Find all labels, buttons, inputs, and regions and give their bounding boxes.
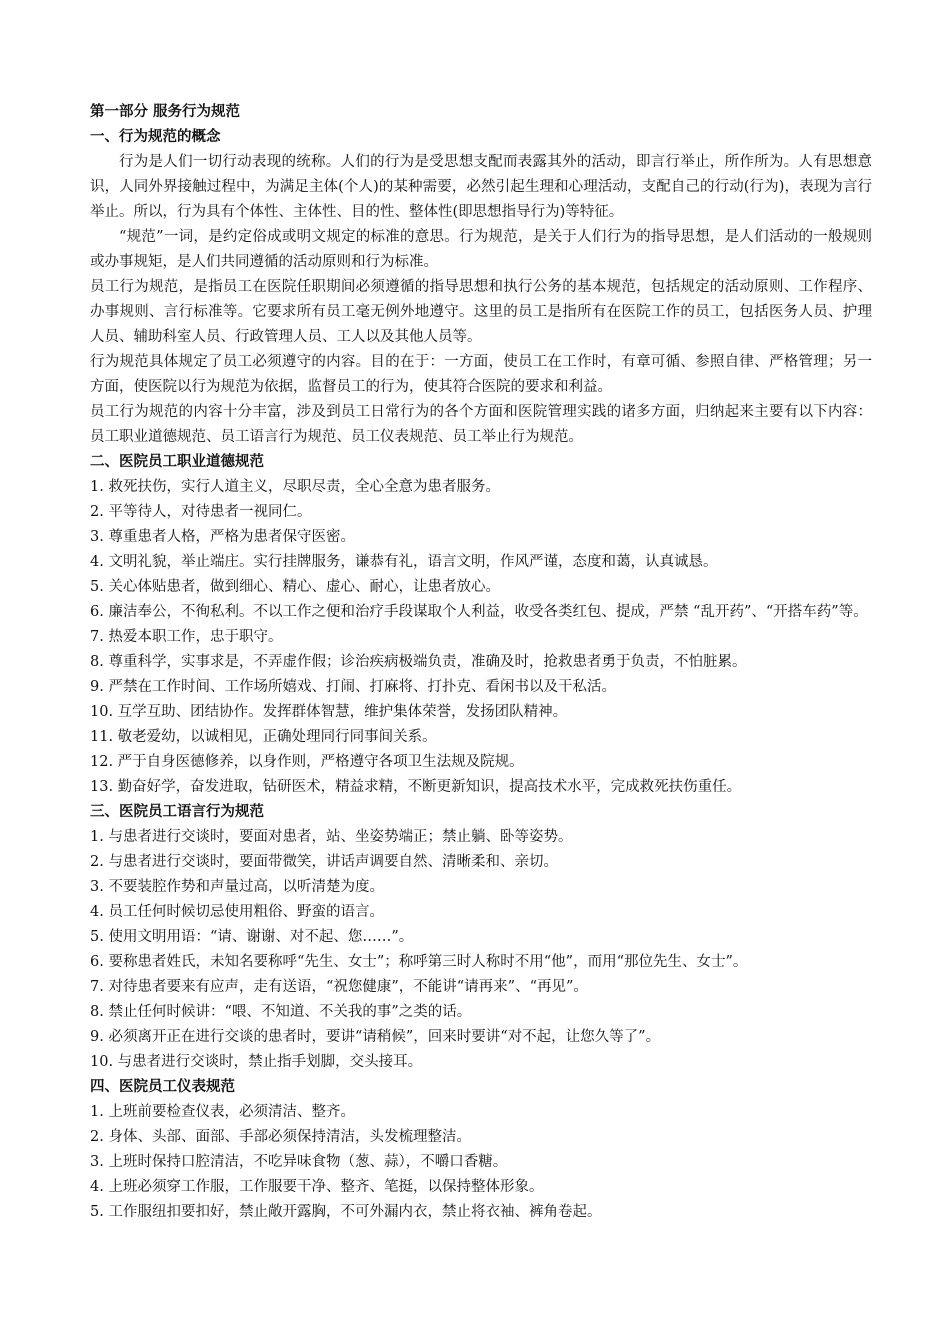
list-item: 2. 与患者进行交谈时，要面带微笑，讲话声调要自然、清晰柔和、亲切。: [90, 854, 558, 870]
list-item: 9. 严禁在工作时间、工作场所嬉戏、打闹、打麻将、打扑克、看闲书以及干私活。: [90, 679, 616, 695]
list-item: 3. 尊重患者人格，严格为患者保守医密。: [90, 529, 355, 545]
paragraph: 员工行为规范的内容十分丰富，涉及到员工日常行为的各个方面和医院管理实践的诸多方面，归纳起来主要有以下内容：员工职业道德规范、员工语言行为规范、员工仪表规范、员工举止行为规范。: [90, 404, 872, 445]
list-item: 13. 勤奋好学，奋发进取，钻研医术，精益求精，不断更新知识，提高技术水平，完成救死扶伤重任。: [90, 779, 742, 795]
list-item: 6. 要称患者姓氏，未知名要称呼“先生、女士”；称呼第三时人称时不用“他”，而用“那位先生、女士”。: [90, 954, 748, 970]
list-item: 2. 平等待人，对待患者一视同仁。: [90, 504, 312, 520]
list-item: 4. 上班必须穿工作服，工作服要干净、整齐、笔挺，以保持整体形象。: [90, 1179, 544, 1195]
list-item: 7. 对待患者要来有应声，走有送语，“祝您健康”，不能讲“请再来”、“再见”。: [90, 979, 588, 995]
list-item: 4. 文明礼貌，举止端庄。实行挂牌服务，谦恭有礼，语言文明，作风严谨，态度和蔼，认真诚恳。: [90, 554, 718, 570]
paragraph: “规范”一词，是约定俗成或明文规定的标准的意思。行为规范，是关于人们行为的指导思想，是人们活动的一般规则或办事规矩，是人们共同遵循的活动原则和行为标准。: [90, 229, 872, 270]
list-item: 3. 上班时保持口腔清洁，不吃异味食物（葱、蒜），不嚼口香糖。: [90, 1154, 508, 1170]
section-heading: 三、医院员工语言行为规范: [90, 804, 264, 820]
list-item: 3. 不要装腔作势和声量过高，以听清楚为度。: [90, 879, 384, 895]
list-item: 8. 禁止任何时候讲：“喂、不知道、不关我的事”之类的话。: [90, 1004, 472, 1020]
list-item: 1. 上班前要检查仪表，必须清洁、整齐。: [90, 1104, 355, 1120]
document-page: [90, 100, 872, 1225]
list-item: 1. 与患者进行交谈时，要面对患者，站、坐姿势端正；禁止躺、卧等姿势。: [90, 829, 573, 845]
paragraph: 行为规范具体规定了员工必须遵守的内容。目的在于：一方面，使员工在工作时，有章可循、参照自律、严格管理；另一方面，使医院以行为规范为依据，监督员工的行为，使其符合医院的要求和利益。: [90, 354, 872, 395]
list-item: 5. 使用文明用语：“请、谢谢、对不起、您……”。: [90, 929, 414, 945]
list-item: 10. 互学互助、团结协作。发挥群体智慧，维护集体荣誉，发扬团队精神。: [90, 704, 568, 720]
list-item: 5. 工作服纽扣要扣好，禁止敞开露胸，不可外漏内衣，禁止将衣袖、裤角卷起。: [90, 1204, 602, 1220]
paragraph: 行为是人们一切行动表现的统称。人们的行为是受思想支配而表露其外的活动，即言行举止，所作所为。人有思想意识，人同外界接触过程中，为满足主体(个人)的某种需要，必然引起生理和心理活动，支配自己的行动(行为)，表现为言行举止。所以，行为具有个体性、主体性、目的性、整体性(即思想指导行为)等特征。: [90, 154, 872, 220]
list-item: 11. 敬老爱幼，以诚相见，正确处理同行同事间关系。: [90, 729, 437, 745]
list-item: 10. 与患者进行交谈时，禁止指手划脚，交头接耳。: [90, 1054, 423, 1070]
list-item: 4. 员工任何时候切忌使用粗俗、野蛮的语言。: [90, 904, 384, 920]
document-title: 第一部分 服务行为规范: [90, 104, 241, 120]
list-item: 9. 必须离开正在进行交谈的患者时，要讲“请稍候”，回来时要讲“对不起，让您久等了”。: [90, 1029, 661, 1045]
list-item: 8. 尊重科学，实事求是，不弄虚作假；诊治疾病极端负责，准确及时，抢救患者勇于负责，不怕脏累。: [90, 654, 747, 670]
list-item: 5. 关心体贴患者，做到细心、精心、虚心、耐心，让患者放心。: [90, 579, 500, 595]
list-item: 1. 救死扶伤，实行人道主义，尽职尽责，全心全意为患者服务。: [90, 479, 500, 495]
paragraph: 员工行为规范，是指员工在医院任职期间必须遵循的指导思想和执行公务的基本规范，包括规定的活动原则、工作程序、办事规则、言行标准等。它要求所有员工毫无例外地遵守。这里的员工是指所有在医院工作的员工，包括医务人员、护理人员、辅助科室人员、行政管理人员、工人以及其他人员等。: [90, 279, 872, 345]
list-item: 7. 热爱本职工作，忠于职守。: [90, 629, 283, 645]
list-item: 12. 严于自身医德修养，以身作则，严格遵守各项卫生法规及院规。: [90, 754, 524, 770]
list-item: 2. 身体、头部、面部、手部必须保持清洁，头发梳理整洁。: [90, 1129, 471, 1145]
list-item: 6. 廉洁奉公，不徇私利。不以工作之便和治疗手段谋取个人利益，收受各类红包、提成，严禁 “乱开药”、“开搭车药”等。: [90, 604, 868, 620]
section-heading: 二、医院员工职业道德规范: [90, 454, 264, 470]
section-heading: 四、医院员工仪表规范: [90, 1079, 235, 1095]
section-heading: 一、行为规范的概念: [90, 129, 221, 145]
